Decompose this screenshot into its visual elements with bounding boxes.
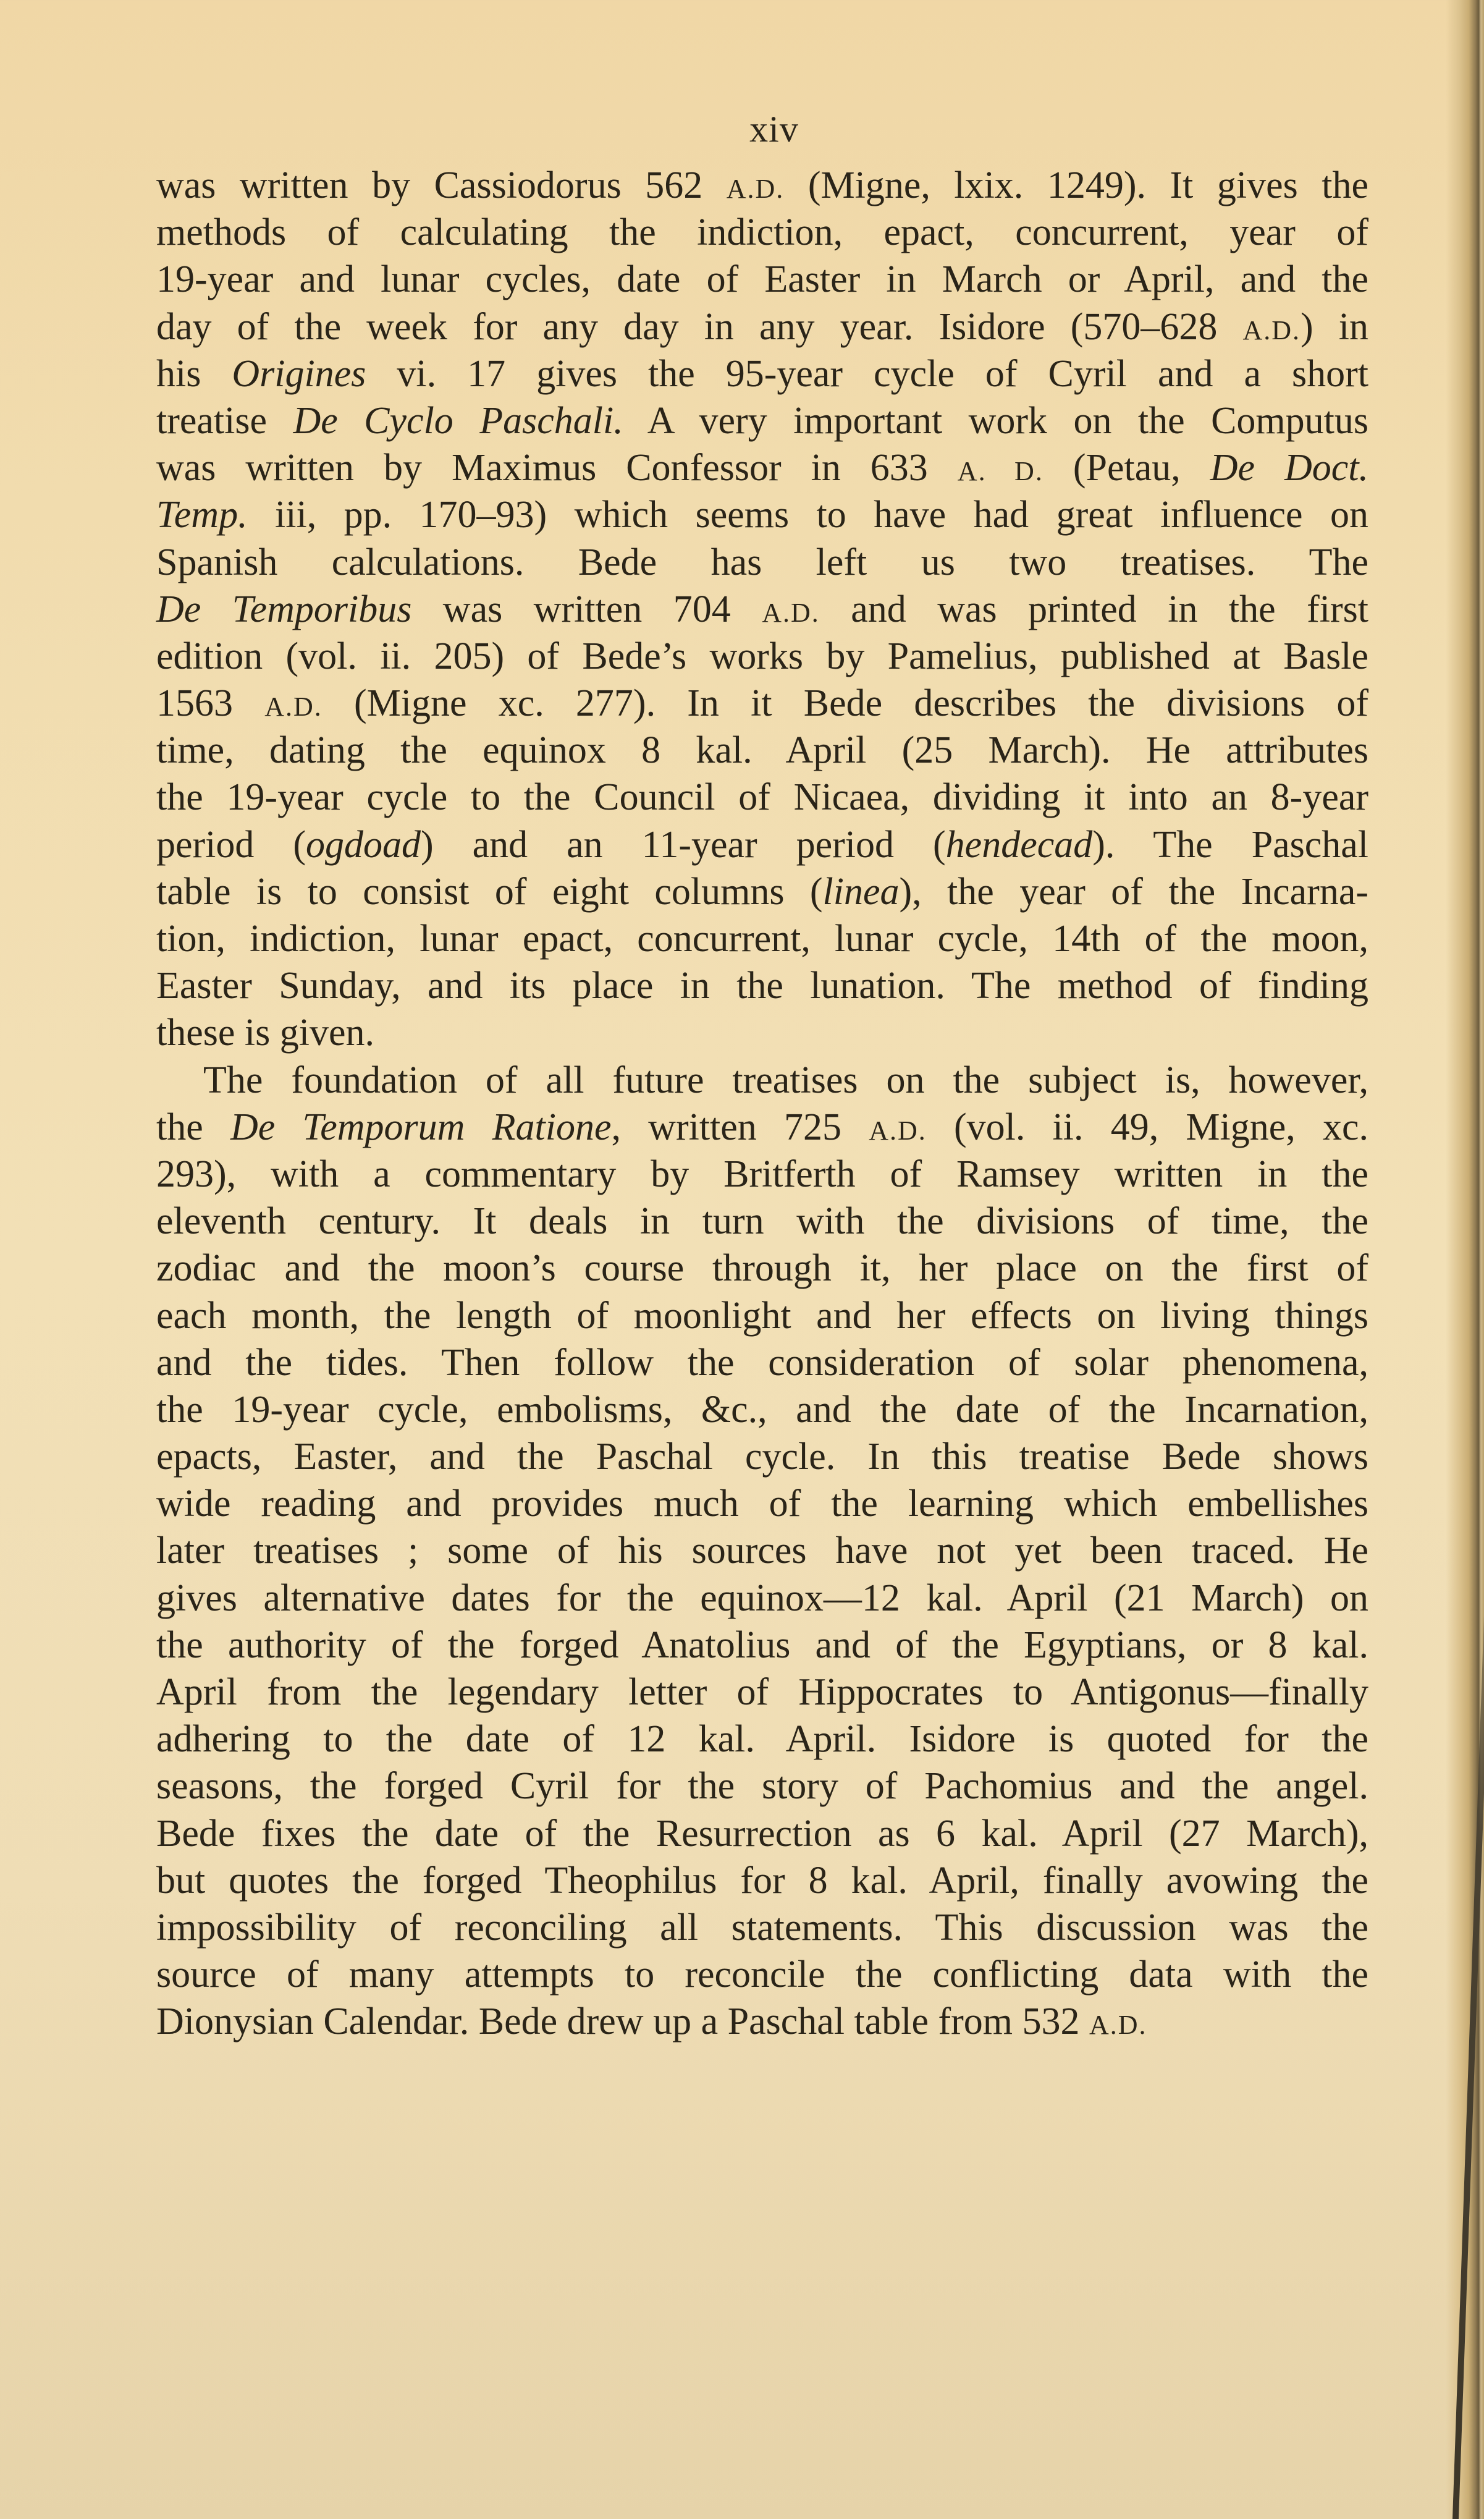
text-line	[156, 1151, 1368, 1198]
text-line	[156, 1104, 1368, 1151]
text-line	[156, 1433, 1368, 1480]
text-line	[156, 1810, 1368, 1857]
text-run: 1563	[156, 682, 265, 725]
text-run: methods of calculating the indiction, epact, concurrent, year of	[156, 211, 1368, 254]
text-run: gives alternative dates for the equinox—12 kal. April (21 March) on	[156, 1577, 1368, 1619]
text-line	[156, 1904, 1368, 1951]
text-line	[156, 1292, 1368, 1339]
text-run: (Migne xc. 277). In it Bede describes the divisions of	[322, 682, 1369, 725]
text-run: the authority of the forged Anatolius and of the Egyptians, or 8 kal.	[156, 1624, 1368, 1666]
text-run: edition (vol. ii. 205) of Bede’s works by Pamelius, published at Basle	[156, 635, 1368, 677]
text-line	[156, 1057, 1368, 1104]
text-run: later treatises ; some of his sources have not yet been traced. He	[156, 1530, 1368, 1572]
text-line	[156, 1622, 1368, 1669]
text-run: Bede fixes the date of the Resurrection as 6 kal. April (27 March),	[156, 1812, 1368, 1855]
text-line	[156, 444, 1368, 491]
italic-title: hendecad	[945, 823, 1093, 866]
text-run: impossibility of reconciling all statements. This discussion was the	[156, 1906, 1368, 1949]
paragraph-2	[156, 1057, 1368, 2046]
text-line	[156, 1857, 1368, 1904]
text-run: 293), with a commentary by Britferth of Ramsey written in the	[156, 1153, 1368, 1195]
text-run: The foundation of all future treatises on the subject is, however,	[203, 1059, 1368, 1101]
text-run: tion, indiction, lunar epact, concurrent, lunar cycle, 14th of the moon,	[156, 918, 1368, 960]
text-line	[156, 1386, 1368, 1433]
paragraph-1	[156, 162, 1368, 1057]
text-run: iii, pp. 170–93) which seems to have had great influence on	[247, 494, 1368, 536]
text-run: and the tides. Then follow the consideration of solar phenomena,	[156, 1341, 1368, 1384]
text-run: (Migne, lxix. 1249). It gives the	[784, 164, 1369, 206]
text-run: source of many attempts to reconcile the conflicting data with the	[156, 1954, 1368, 1996]
text-run: epacts, Easter, and the Paschal cycle. In this treatise Bede shows	[156, 1436, 1368, 1478]
italic-title: De Temporibus	[156, 588, 412, 630]
text-line	[156, 1951, 1368, 1998]
text-run: was written by Cassiodorus 562	[156, 164, 727, 206]
page-edge-shadow	[1446, 0, 1484, 2519]
text-line	[156, 209, 1368, 256]
text-run: was written by Maximus Confessor in 633	[156, 447, 958, 489]
text-run: day of the week for any day in any year. Isidore (570–628	[156, 305, 1243, 348]
italic-title: linea	[822, 870, 900, 913]
text-run: adhering to the date of 12 kal. April. Isidore is quoted for the	[156, 1718, 1368, 1761]
text-line	[156, 350, 1368, 397]
text-run: and was printed in the first	[819, 588, 1368, 630]
text-line	[156, 1339, 1368, 1386]
text-run: zodiac and the moon’s course through it, her place on the first of	[156, 1247, 1368, 1290]
text-line	[156, 1527, 1368, 1574]
text-line	[156, 962, 1368, 1009]
text-line	[156, 1575, 1368, 1622]
text-line	[156, 774, 1368, 821]
text-run: his	[156, 352, 232, 395]
text-run: each month, the length of moonlight and her effects on living things	[156, 1294, 1368, 1337]
text-line	[156, 868, 1368, 915]
era-abbreviation: A.D.	[1242, 315, 1301, 345]
text-line	[156, 586, 1368, 633]
era-abbreviation: A. D.	[957, 456, 1043, 487]
text-run: table is to consist of eight columns (	[156, 870, 823, 913]
italic-title: De Doct.	[1210, 447, 1368, 489]
text-line	[156, 1009, 1368, 1056]
text-run: 19-year and lunar cycles, date of Easter in March or April, and the	[156, 258, 1368, 301]
text-run: ) in	[1301, 305, 1368, 348]
text-run: Easter Sunday, and its place in the lunation. The method of finding	[156, 965, 1368, 1007]
text-line	[156, 491, 1368, 538]
text-line	[156, 1198, 1368, 1245]
text-run: time, dating the equinox 8 kal. April (25 March). He attributes	[156, 729, 1368, 772]
text-line	[156, 633, 1368, 680]
body-text	[156, 162, 1368, 2046]
text-line	[156, 727, 1368, 774]
text-line	[156, 1763, 1368, 1810]
text-run: vi. 17 gives the 95-year cycle of Cyril and a short	[366, 352, 1368, 395]
text-run: these is given.	[156, 1012, 374, 1054]
text-line	[156, 915, 1368, 962]
italic-title: De Cyclo Paschali.	[293, 399, 623, 442]
era-abbreviation: A.D.	[1089, 2010, 1147, 2041]
text-line	[156, 303, 1368, 350]
page-number: xiv	[749, 109, 799, 150]
text-run: ), the year of the Incarna-	[899, 870, 1368, 913]
italic-title: De Temporum Ratione	[230, 1106, 612, 1148]
text-run: the 19-year cycle to the Council of Nicaea, dividing it into an 8-year	[156, 776, 1368, 819]
text-line	[156, 162, 1368, 209]
text-run: Dionysian Calendar. Bede drew up a Paschal table from 532	[156, 2000, 1089, 2043]
text-line	[156, 539, 1368, 586]
era-abbreviation: A.D.	[264, 692, 323, 722]
text-run: the 19-year cycle, embolisms, &c., and the date of the Incarnation,	[156, 1388, 1368, 1431]
text-line	[156, 1998, 1368, 2045]
text-run: (vol. ii. 49, Migne, xc.	[926, 1106, 1369, 1148]
text-line	[156, 256, 1368, 303]
text-run: eleventh century. It deals in turn with the divisions of time, the	[156, 1200, 1368, 1243]
page-edge-line	[1452, 1421, 1484, 2519]
text-run: ). The Paschal	[1092, 823, 1368, 866]
text-line	[156, 397, 1368, 444]
text-line	[156, 1669, 1368, 1716]
italic-title: ogdoad	[306, 823, 421, 866]
text-run: April from the legendary letter of Hippocrates to Antigonus—finally	[156, 1671, 1368, 1713]
text-run: but quotes the forged Theophilus for 8 kal. April, finally avowing the	[156, 1859, 1368, 1902]
text-run: the	[156, 1106, 230, 1148]
era-abbreviation: A.D.	[869, 1115, 927, 1146]
text-run: (Petau,	[1043, 447, 1210, 489]
text-line	[156, 1480, 1368, 1527]
era-abbreviation: A.D.	[726, 174, 785, 204]
text-run: wide reading and provides much of the learning which embellishes	[156, 1483, 1368, 1525]
text-run: A very important work on the Computus	[623, 399, 1368, 442]
text-run: period (	[156, 823, 306, 866]
era-abbreviation: A.D.	[762, 597, 820, 628]
text-run: , written 725	[611, 1106, 869, 1148]
text-run: Spanish calculations. Bede has left us two treatises. The	[156, 541, 1368, 583]
text-run: seasons, the forged Cyril for the story of Pachomius and the angel.	[156, 1765, 1368, 1808]
text-line	[156, 680, 1368, 727]
text-run: treatise	[156, 399, 293, 442]
text-line	[156, 821, 1368, 868]
text-run: was written 704	[411, 588, 762, 630]
text-line	[156, 1716, 1368, 1763]
italic-title: Origines	[232, 352, 366, 395]
italic-title: Temp.	[156, 494, 248, 536]
text-run: ) and an 11-year period (	[421, 823, 946, 866]
text-line	[156, 1245, 1368, 1292]
